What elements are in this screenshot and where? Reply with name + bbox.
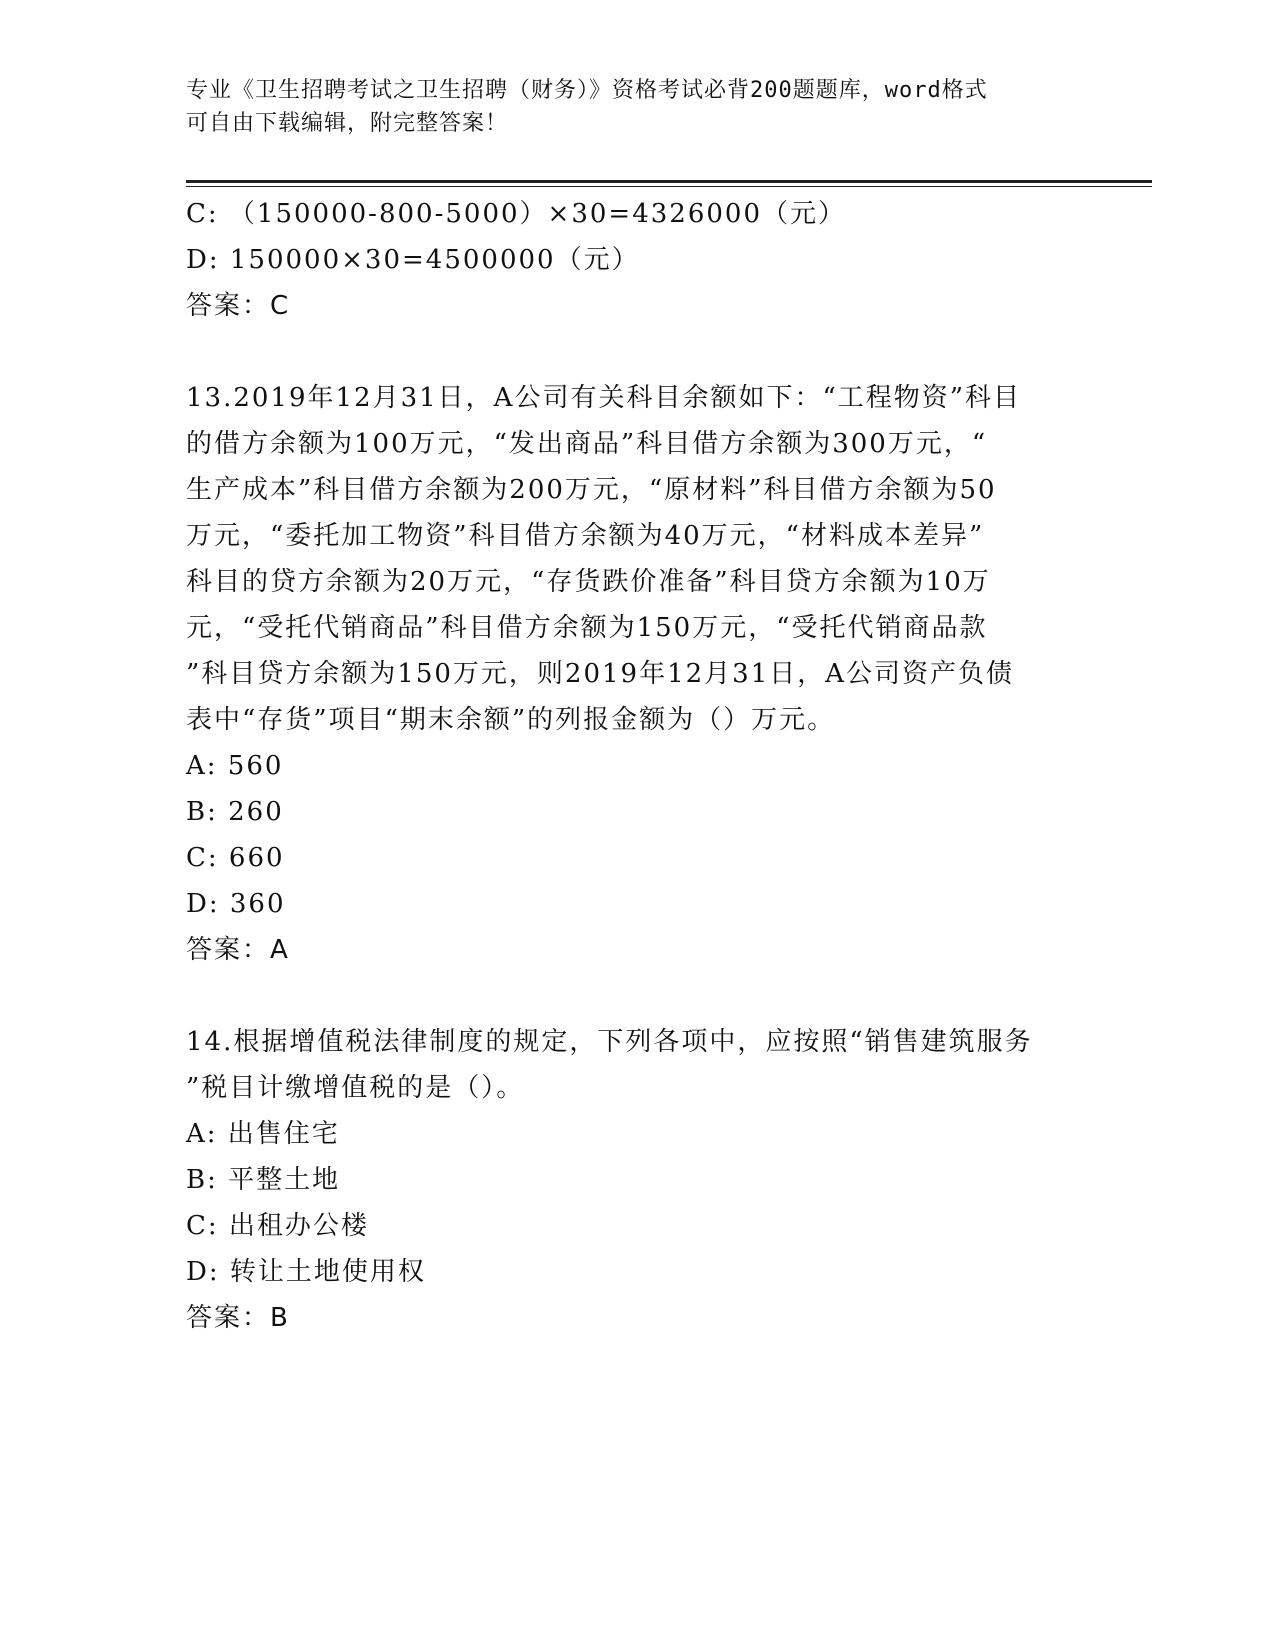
spacer: [186, 973, 1086, 1019]
option-b: B: 平整土地: [186, 1165, 341, 1195]
previous-question-tail: [186, 191, 1086, 329]
question-text-line: 生产成本”科目借方余额为200万元，“原材料”科目借方余额为50: [186, 475, 997, 505]
question-text-line: 元，“受托代销商品”科目借方余额为150万元，“受托代销商品款: [186, 613, 988, 643]
question-text-line: 的借方余额为100万元，“发出商品”科目借方余额为300万元，“: [186, 429, 988, 459]
option-a: A: 出售住宅: [186, 1119, 340, 1149]
header-divider-thin: [186, 186, 1152, 187]
question-text: [186, 1019, 1066, 1111]
question-13: [186, 375, 1086, 973]
answer-line: 答案：A: [186, 935, 290, 965]
header-divider-thick: [186, 180, 1152, 183]
question-text: [186, 375, 1066, 743]
option-d: D: 360: [186, 889, 286, 919]
question-text-line: 14.根据增值税法律制度的规定，下列各项中，应按照“销售建筑服务: [186, 1027, 1033, 1057]
question-text-line: ”税目计缴增值税的是（）。: [186, 1073, 525, 1103]
question-text-line: 表中“存货”项目“期末余额”的列报金额为（）万元。: [186, 705, 836, 735]
answer-line: 答案：B: [186, 1303, 290, 1333]
answer-line: 答案：C: [186, 291, 291, 321]
option-a: A: 560: [186, 751, 284, 781]
question-text-line: 万元，“委托加工物资”科目借方余额为40万元，“材料成本差异”: [186, 521, 985, 551]
header-line-1: 专业《卫生招聘考试之卫生招聘（财务）》资格考试必背200题题库，word格式: [186, 78, 988, 103]
header-line-2: 可自由下载编辑，附完整答案！: [186, 111, 509, 136]
option-c: C: （150000-800-5000）×30=4326000（元）: [186, 199, 846, 229]
question-text-line: 13.2019年12月31日，A公司有关科目余额如下：“工程物资”科目: [186, 383, 1022, 413]
option-b: B: 260: [186, 797, 284, 827]
question-14: [186, 1019, 1086, 1341]
spacer: [186, 329, 1086, 375]
option-d: D: 转让土地使用权: [186, 1257, 426, 1287]
option-d: D: 150000×30=4500000（元）: [186, 245, 640, 275]
document-body: [186, 191, 1086, 1341]
option-c: C: 660: [186, 843, 285, 873]
question-text-line: 科目的贷方余额为20万元，“存货跌价准备”科目贷方余额为10万: [186, 567, 991, 597]
question-text-line: ”科目贷方余额为150万元，则2019年12月31日，A公司资产负债: [186, 659, 1015, 689]
document-header: [186, 74, 1066, 140]
option-c: C: 出租办公楼: [186, 1211, 369, 1241]
